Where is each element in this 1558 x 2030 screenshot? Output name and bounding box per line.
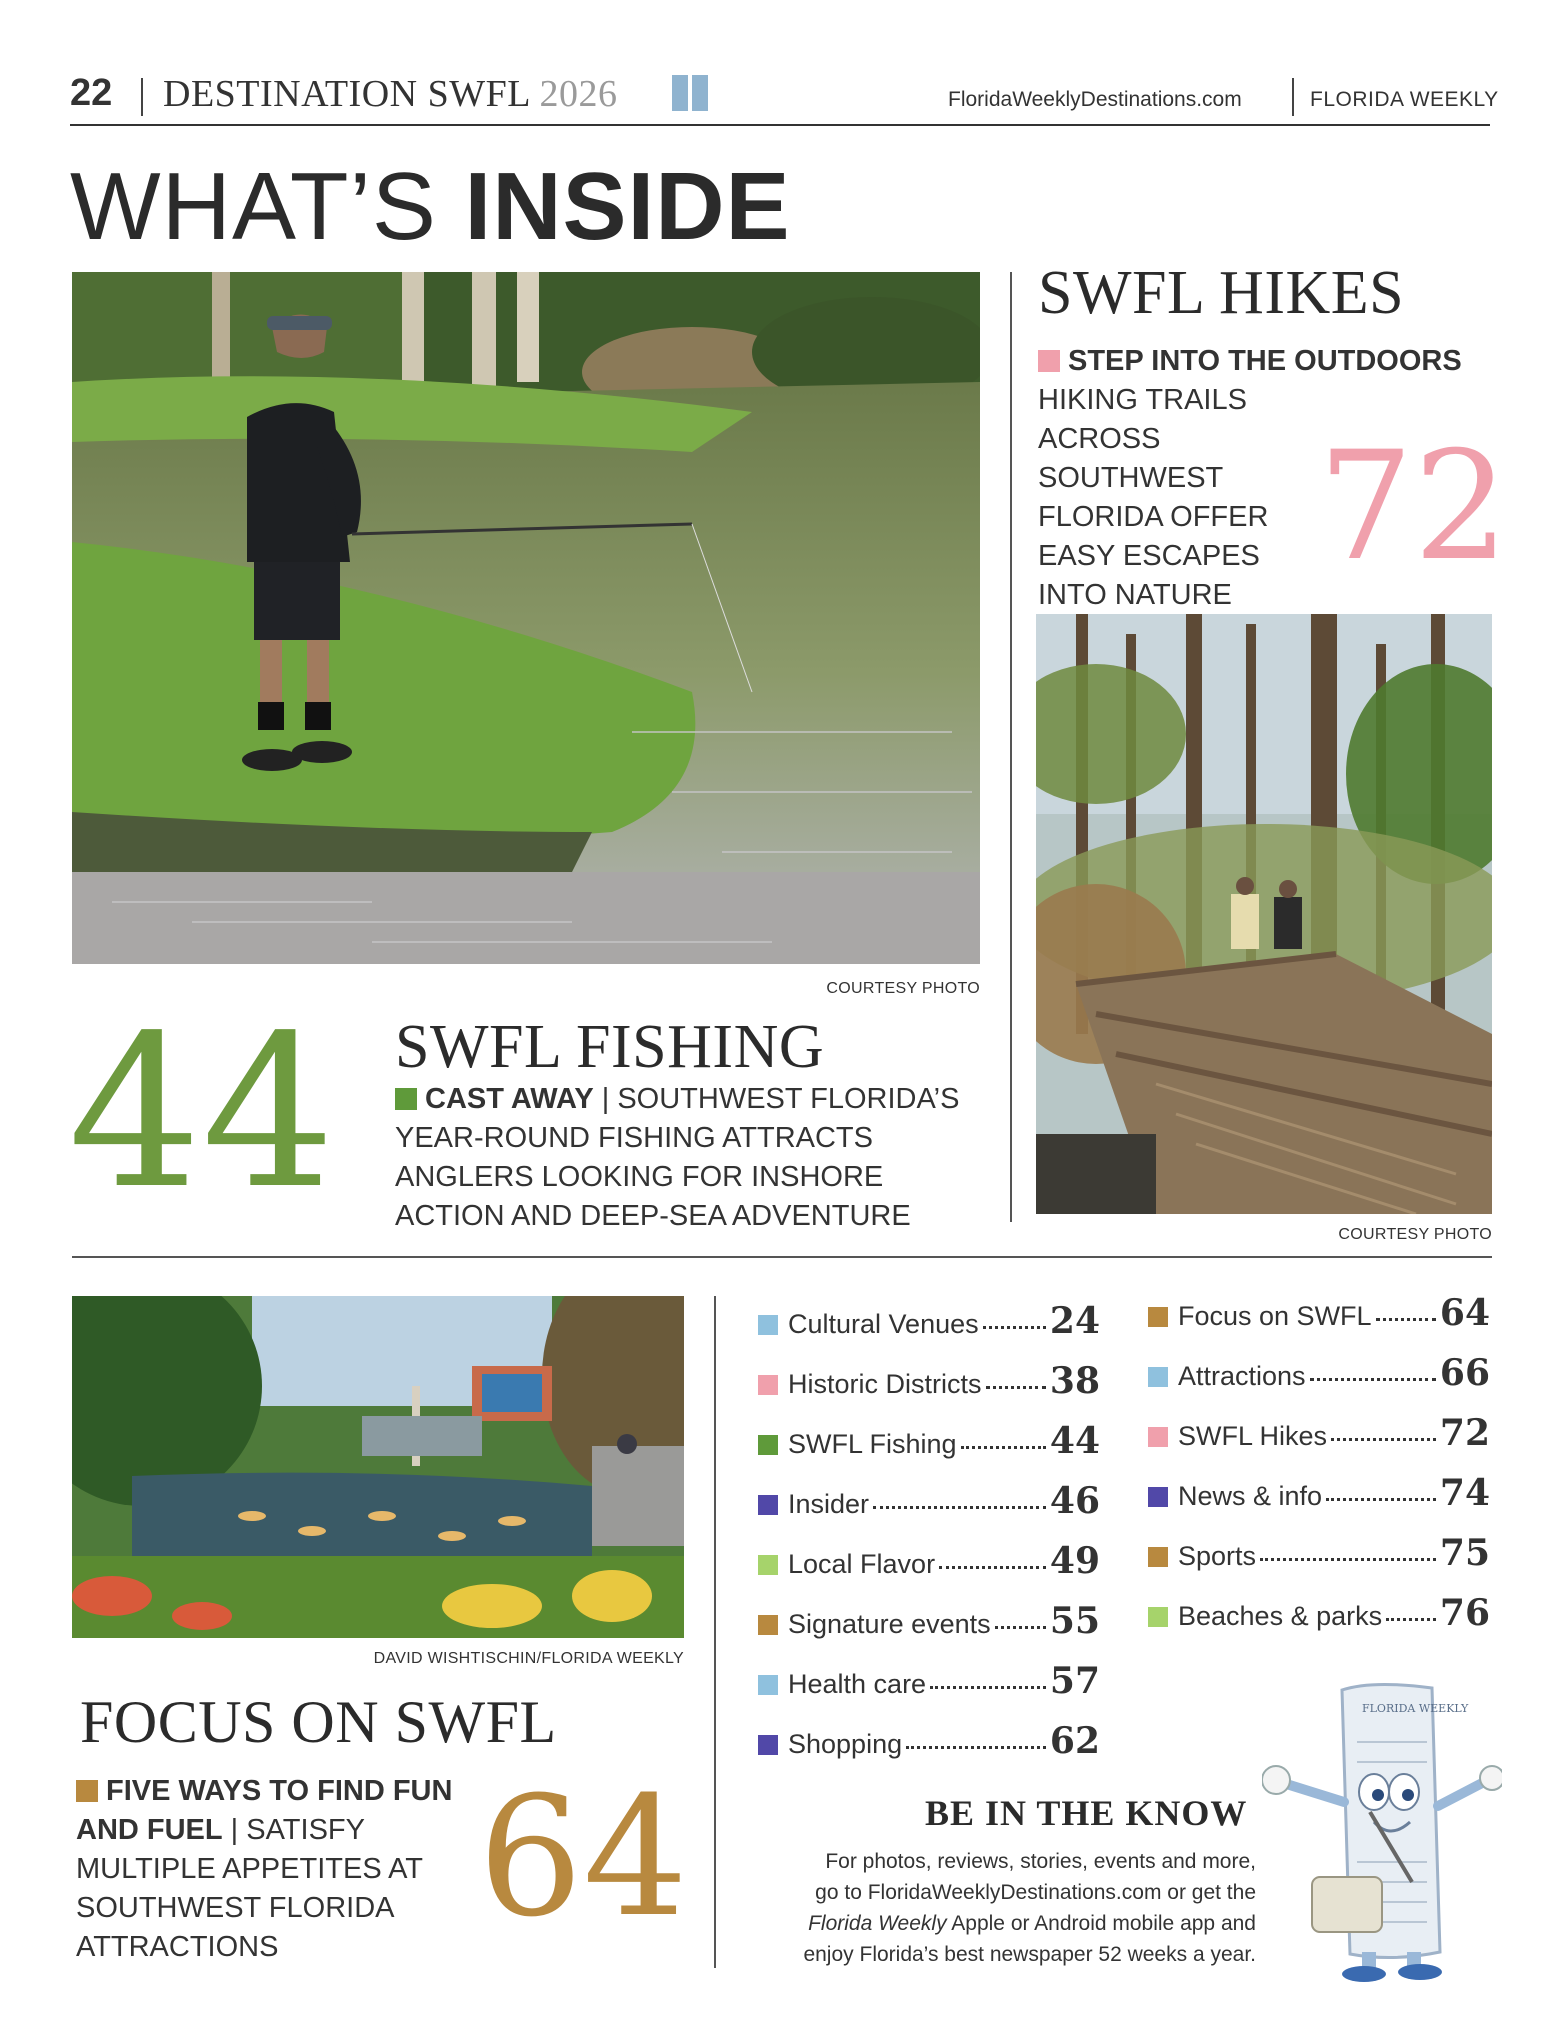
index-label: Historic Districts (788, 1369, 982, 1399)
hikes-deck-line: SOUTHWEST (1038, 462, 1224, 494)
masthead: FLORIDA WEEKLY (1310, 88, 1499, 111)
index-label: Focus on SWFL (1178, 1301, 1372, 1331)
know-line: go to FloridaWeeklyDestinations.com or get the (815, 1881, 1256, 1904)
leader-dots (1260, 1558, 1436, 1561)
index-item[interactable] (1148, 1412, 1490, 1472)
focus-page-number: 64 (478, 1761, 688, 1953)
hikes-kicker-line (1038, 342, 1498, 381)
title-bold: INSIDE (464, 153, 791, 260)
index-page: 64 (1439, 1292, 1490, 1334)
fishing-separator: | (593, 1083, 618, 1115)
index-item[interactable] (1148, 1532, 1490, 1592)
hikes-deck-line: INTO NATURE (1038, 579, 1232, 611)
index-page: 66 (1439, 1352, 1490, 1394)
index-label: Cultural Venues (788, 1309, 979, 1339)
know-line (740, 1908, 1256, 1939)
index-label: Signature events (788, 1609, 991, 1639)
hikes-deck-line: HIKING TRAILS ACROSS (1038, 384, 1247, 455)
leader-dots (1310, 1378, 1436, 1381)
publication-name (163, 72, 618, 116)
focus-separator: | (222, 1814, 247, 1846)
index-item[interactable] (758, 1420, 1100, 1480)
index-label: Health care (788, 1669, 927, 1699)
hikes-photo (1036, 614, 1492, 1214)
index-label: Beaches & parks (1178, 1601, 1383, 1631)
leader-dots (939, 1566, 1046, 1569)
leader-dots (1331, 1438, 1436, 1441)
focus-photo (72, 1296, 684, 1638)
index-page: 74 (1439, 1472, 1490, 1514)
leader-dots (983, 1326, 1046, 1329)
focus-photo-credit: DAVID WISHTISCHIN/FLORIDA WEEKLY (373, 1650, 684, 1667)
hikes-title: SWFL HIKES (1038, 259, 1405, 327)
know-line-rest: Apple or Android mobile app and (946, 1912, 1256, 1935)
app-name: Florida Weekly (808, 1912, 947, 1935)
know-title: BE IN THE KNOW (925, 1793, 1248, 1833)
fishing-deck-text: SOUTHWEST FLORIDA’S YEAR-ROUND FISHING ATTRACTS ANGLERS LOOKING FOR INSHORE ACTION AND DEEP-SEA ADVENTURE (395, 1083, 960, 1232)
index-label: SWFL Hikes (1178, 1421, 1328, 1451)
index-page: 62 (1049, 1720, 1100, 1762)
focus-title: FOCUS ON SWFL (80, 1689, 557, 1755)
publication-title: DESTINATION SWFL (163, 73, 530, 115)
title-light: WHAT’S (70, 153, 437, 260)
index-item[interactable] (758, 1600, 1100, 1660)
index-item[interactable] (1148, 1352, 1490, 1412)
index-square-icon (758, 1735, 778, 1755)
index-square-icon (1148, 1307, 1168, 1327)
index-item[interactable] (758, 1360, 1100, 1420)
leader-dots (1376, 1318, 1436, 1321)
index-page: 24 (1049, 1300, 1100, 1342)
hikes-photo-credit: COURTESY PHOTO (1338, 1226, 1492, 1243)
page-number: 22 (70, 72, 113, 114)
know-line: For photos, reviews, stories, events and more, (825, 1850, 1256, 1873)
index-square-icon (1148, 1547, 1168, 1567)
index-square-icon (758, 1675, 778, 1695)
index-square-icon (758, 1375, 778, 1395)
index-item[interactable] (1148, 1472, 1490, 1532)
index-label: SWFL Fishing (788, 1429, 957, 1459)
leader-dots (1326, 1498, 1436, 1501)
index-page: 72 (1439, 1412, 1490, 1454)
index-label: News & info (1178, 1481, 1323, 1511)
focus-deck-text: SATISFY MULTIPLE APPETITES AT SOUTHWEST FLORIDA ATTRACTIONS (76, 1814, 423, 1963)
leader-dots (930, 1686, 1046, 1689)
leader-dots (995, 1626, 1046, 1629)
fishing-title: SWFL FISHING (395, 1013, 825, 1081)
newspaper-mascot (1262, 1682, 1502, 1982)
index-square-icon (1148, 1487, 1168, 1507)
index-square-icon (758, 1315, 778, 1335)
know-body (740, 1846, 1256, 1970)
index-item[interactable] (758, 1660, 1100, 1720)
leader-dots (961, 1446, 1046, 1449)
fishing-page-number: 44 (68, 990, 336, 1235)
fishing-photo-credit: COURTESY PHOTO (826, 980, 980, 997)
index-square-icon (758, 1555, 778, 1575)
fishing-deck (395, 1080, 995, 1236)
index-item[interactable] (758, 1480, 1100, 1540)
index-square-icon (758, 1615, 778, 1635)
section-divider (72, 1256, 1492, 1258)
index-page: 49 (1049, 1540, 1100, 1582)
index-item[interactable] (1148, 1592, 1490, 1652)
index-page: 57 (1049, 1660, 1100, 1702)
hikes-page-number: 72 (1318, 420, 1509, 594)
focus-kicker: FIVE WAYS TO FIND FUN AND FUEL (76, 1775, 453, 1846)
index-page: 76 (1439, 1592, 1490, 1634)
header-rule (70, 124, 1490, 126)
header-divider (1292, 78, 1294, 116)
index-square-icon (1148, 1427, 1168, 1447)
leader-dots (986, 1386, 1046, 1389)
index-left (758, 1300, 1100, 1780)
index-label: Sports (1178, 1541, 1257, 1571)
column-divider (1010, 272, 1012, 1222)
hikes-kicker: STEP INTO THE OUTDOORS (1068, 345, 1462, 377)
index-page: 38 (1049, 1360, 1100, 1402)
index-item[interactable] (758, 1300, 1100, 1360)
header-square-icon (692, 75, 708, 111)
hikes-deck-line: FLORIDA OFFER (1038, 501, 1269, 533)
index-item[interactable] (1148, 1292, 1490, 1352)
hikes-square-icon (1038, 350, 1060, 372)
hikes-deck-line: EASY ESCAPES (1038, 540, 1260, 572)
focus-deck (76, 1772, 471, 1967)
index-label: Local Flavor (788, 1549, 936, 1579)
fishing-kicker: CAST AWAY (425, 1083, 594, 1115)
know-line: enjoy Florida’s best newspaper 52 weeks a year. (803, 1943, 1256, 1966)
fishing-photo (72, 272, 980, 964)
index-label: Attractions (1178, 1361, 1306, 1391)
index-square-icon (758, 1435, 778, 1455)
leader-dots (906, 1746, 1046, 1749)
page-title (70, 152, 791, 262)
index-page: 55 (1049, 1600, 1100, 1642)
website-link[interactable]: FloridaWeeklyDestinations.com (948, 88, 1242, 111)
header-divider (141, 78, 143, 116)
index-page: 44 (1049, 1420, 1100, 1462)
column-divider (714, 1296, 716, 1968)
index-item[interactable] (758, 1720, 1100, 1780)
index-square-icon (1148, 1607, 1168, 1627)
publication-year: 2026 (539, 73, 618, 115)
index-label: Insider (788, 1489, 870, 1519)
fishing-square-icon (395, 1088, 417, 1110)
index-page: 46 (1049, 1480, 1100, 1522)
hikes-deck (1038, 381, 1358, 615)
header-square-icon (672, 75, 688, 111)
mascot-masthead: FLORIDA WEEKLY (1362, 1702, 1469, 1715)
index-square-icon (1148, 1367, 1168, 1387)
focus-square-icon (76, 1780, 98, 1802)
index-right (1148, 1292, 1490, 1652)
leader-dots (1386, 1618, 1436, 1621)
index-label: Shopping (788, 1729, 903, 1759)
leader-dots (873, 1506, 1046, 1509)
index-square-icon (758, 1495, 778, 1515)
index-page: 75 (1439, 1532, 1490, 1574)
index-item[interactable] (758, 1540, 1100, 1600)
